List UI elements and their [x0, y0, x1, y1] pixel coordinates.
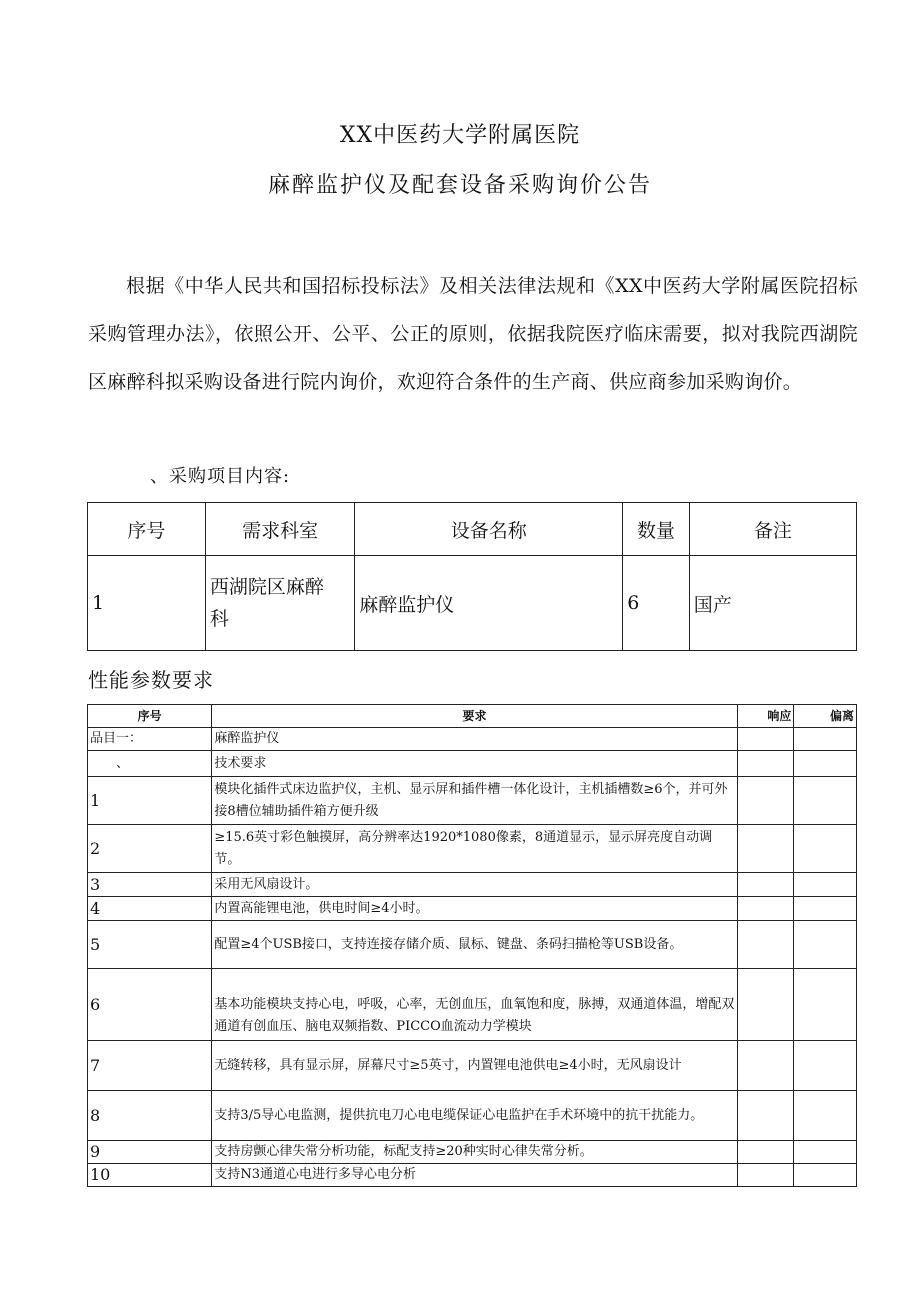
document-title: XX中医药大学附属医院 [339, 123, 581, 148]
spec-header-response: 响应 [737, 705, 794, 728]
spec-req: 支持N3通道心电进行多导心电分析 [212, 1164, 737, 1187]
header-qty: 数量 [623, 503, 690, 556]
table-row [88, 1164, 857, 1187]
spec-req: 支持房颤心律失常分析功能，标配支持≥20种实时心律失常分析。 [212, 1141, 737, 1164]
table-row [88, 777, 857, 825]
spec-header-deviation: 偏离 [794, 705, 857, 728]
spec-no: 10 [88, 1164, 212, 1187]
spec-req: 采用无风扇设计。 [212, 873, 737, 897]
table-row [88, 556, 857, 651]
spec-no: 品目一： [88, 728, 212, 751]
header-no: 序号 [88, 503, 206, 556]
spec-deviation [794, 1141, 857, 1164]
spec-header-no: 序号 [88, 705, 212, 728]
table-row [88, 897, 857, 921]
spec-req: 配置≥4个USB接口，支持连接存储介质、鼠标、键盘、条码扫描枪等USB设备。 [212, 921, 737, 969]
row-device: 麻醉监护仪 [355, 556, 623, 651]
spec-deviation [794, 728, 857, 751]
spec-no: 7 [88, 1041, 212, 1091]
table-row [88, 873, 857, 897]
spec-no: 4 [88, 897, 212, 921]
table-row [88, 1091, 857, 1141]
spec-req: 无缝转移，具有显示屏，屏幕尺寸≥5英寸，内置锂电池供电≥4小时，无风扇设计 [212, 1041, 737, 1091]
spec-deviation [794, 1041, 857, 1091]
spec-response [737, 751, 794, 777]
spec-deviation [794, 777, 857, 825]
spec-response [737, 873, 794, 897]
table-row [88, 1141, 857, 1164]
spec-req: ≥15.6英寸彩色触摸屏，高分辨率达1920*1080像素，8通道显示，显示屏亮度自动调节。 [212, 825, 737, 873]
table-row [88, 1041, 857, 1091]
spec-header-req: 要求 [212, 705, 737, 728]
spec-response [737, 777, 794, 825]
purchase-table [87, 502, 857, 651]
row-dept [205, 556, 354, 651]
spec-response [737, 897, 794, 921]
spec-table [87, 704, 857, 1187]
section-heading: 、采购项目内容: [150, 466, 291, 487]
spec-response [737, 1041, 794, 1091]
spec-deviation [794, 873, 857, 897]
spec-no: 5 [88, 921, 212, 969]
row-dept-line2: 科 [209, 608, 229, 630]
spec-table-header [88, 705, 857, 728]
spec-no: 2 [88, 825, 212, 873]
spec-req: 内置高能锂电池，供电时间≥4小时。 [212, 897, 737, 921]
spec-deviation [794, 1164, 857, 1187]
spec-response [737, 1164, 794, 1187]
spec-no: 3 [88, 873, 212, 897]
spec-deviation [794, 1091, 857, 1141]
spec-deviation [794, 969, 857, 1041]
header-dept: 需求科室 [205, 503, 354, 556]
spec-req: 基本功能模块支持心电，呼吸，心率，无创血压，血氧饱和度，脉搏，双通道体温，增配双通道有创血压、脑电双频指数、PICCO血流动力学模块 [212, 969, 737, 1041]
spec-req: 模块化插件式床边监护仪，主机、显示屏和插件槽一体化设计，主机插槽数≥6个，并可外接8槽位辅助插件箱方便升级 [212, 777, 737, 825]
spec-no: 9 [88, 1141, 212, 1164]
spec-response [737, 969, 794, 1041]
table-row [88, 751, 857, 777]
spec-response [737, 1141, 794, 1164]
table-row [88, 921, 857, 969]
spec-req: 麻醉监护仪 [212, 728, 737, 751]
header-note: 备注 [689, 503, 856, 556]
spec-no: 、 [88, 751, 212, 777]
purchase-table-header [88, 503, 857, 556]
spec-req: 技术要求 [212, 751, 737, 777]
spec-no: 6 [88, 969, 212, 1041]
spec-req: 支持3/5导心电监测，提供抗电刀心电电缆保证心电监护在手术环境中的抗干扰能力。 [212, 1091, 737, 1141]
spec-deviation [794, 921, 857, 969]
spec-deviation [794, 897, 857, 921]
spec-no: 8 [88, 1091, 212, 1141]
performance-heading: 性能参数要求 [88, 668, 214, 692]
table-row [88, 825, 857, 873]
spec-deviation [794, 825, 857, 873]
spec-deviation [794, 751, 857, 777]
spec-response [737, 825, 794, 873]
row-qty: 6 [623, 556, 690, 651]
table-row [88, 728, 857, 751]
spec-response [737, 921, 794, 969]
intro-paragraph: 根据《中华人民共和国招标投标法》及相关法律法规和《XX中医药大学附属医院招标采购管理办法》，依照公开、公平、公正的原则，依据我院医疗临床需要，拟对我院西湖院区麻醉科拟采购设备进行院内询价，欢迎符合条件的生产商、供应商参加采购询价。 [88, 275, 858, 393]
header-device: 设备名称 [355, 503, 623, 556]
spec-response [737, 728, 794, 751]
row-dept-line1: 西湖院区麻醉 [209, 576, 324, 598]
row-no: 1 [88, 556, 206, 651]
spec-no: 1 [88, 777, 212, 825]
table-row [88, 969, 857, 1041]
spec-response [737, 1091, 794, 1141]
row-note: 国产 [689, 556, 856, 651]
document-subtitle: 麻醉监护仪及配套设备采购询价公告 [267, 173, 652, 198]
